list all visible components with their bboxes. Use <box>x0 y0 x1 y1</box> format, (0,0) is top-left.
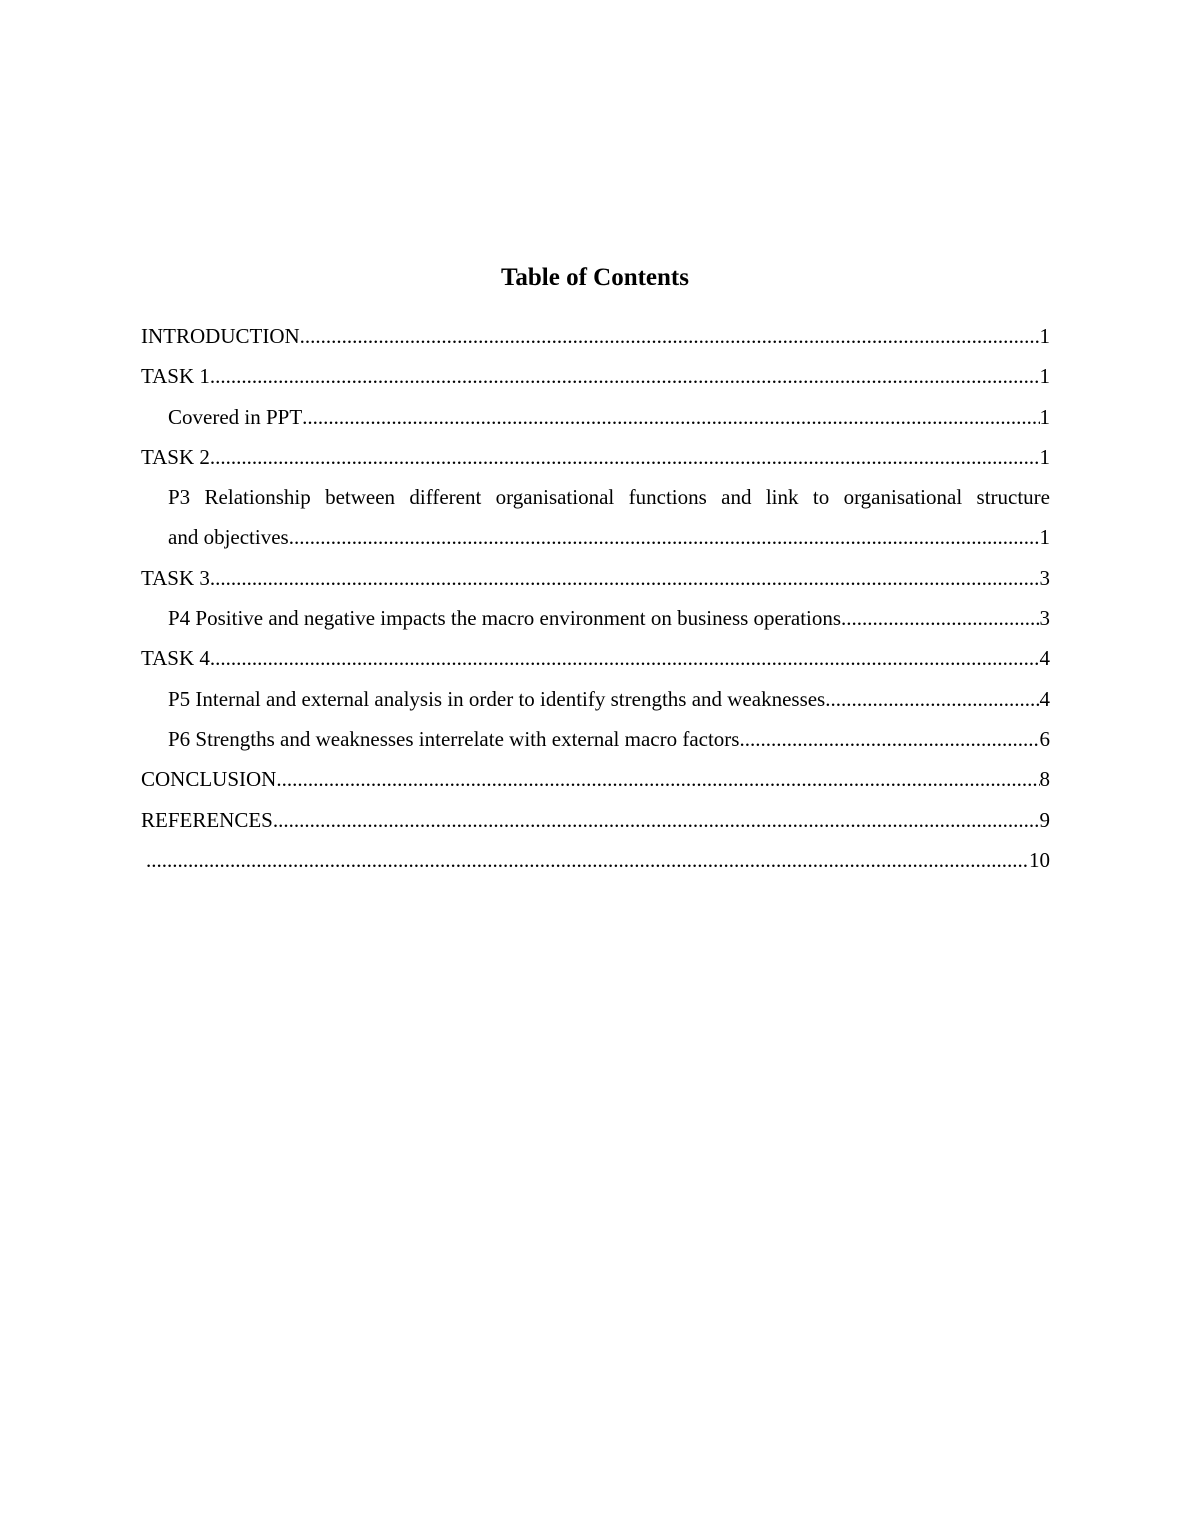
toc-entry-text: REFERENCES <box>141 807 273 832</box>
toc-entry-text: TASK 4 <box>141 646 210 671</box>
toc-entry-conclusion[interactable] <box>141 759 1050 799</box>
toc-entry-text: TASK 2 <box>141 444 210 469</box>
toc-page-number: 3 <box>1039 606 1050 631</box>
toc-page-number: 1 <box>1039 444 1050 469</box>
toc-dot-leader <box>841 598 1039 638</box>
toc-dot-leader <box>825 679 1039 719</box>
toc-entry-introduction[interactable] <box>141 316 1050 356</box>
toc-entry-text: P6 Strengths and weaknesses interrelate with external macro factors <box>168 726 740 751</box>
toc-entry-text: Covered in PPT <box>168 404 303 429</box>
toc-page-number: 1 <box>1039 404 1050 429</box>
toc-entry-text: INTRODUCTION <box>141 324 300 348</box>
toc-page-number: 10 <box>1029 847 1050 872</box>
toc-page-number: 1 <box>1039 525 1050 550</box>
toc-dot-leader <box>302 397 1039 437</box>
toc-entry-text: TASK 1 <box>141 364 210 389</box>
toc-entry-text: CONCLUSION <box>141 767 277 792</box>
toc-dot-leader <box>739 719 1039 759</box>
toc-entry-text: P5 Internal and external analysis in order to identify strengths and weaknesses <box>168 686 826 711</box>
toc-dot-leader <box>300 316 1040 356</box>
toc-entry-text: TASK 3 <box>141 565 210 590</box>
toc-dot-leader <box>146 840 1029 880</box>
toc-entry-text: P3 Relationship between different organisational functions and link to organisational structure <box>168 485 1050 510</box>
toc-page-number: 8 <box>1039 767 1050 792</box>
toc-dot-leader <box>289 517 1040 557</box>
toc-entry-p4[interactable] <box>168 598 1050 638</box>
toc-entry-p6[interactable] <box>168 719 1050 759</box>
toc-entry-task-1[interactable] <box>141 356 1050 396</box>
toc-page-number: 3 <box>1039 565 1050 590</box>
toc-dot-leader <box>276 759 1039 799</box>
toc-entry-text: P4 Positive and negative impacts the macro environment on business operations <box>168 606 842 631</box>
toc-dot-leader <box>210 558 1040 598</box>
toc-page-number: 1 <box>1039 324 1050 348</box>
toc-dot-leader <box>210 356 1040 396</box>
toc-page-number: 9 <box>1039 807 1050 832</box>
toc-page-number: 4 <box>1039 646 1050 671</box>
toc-page-number: 4 <box>1039 686 1050 711</box>
toc-dot-leader <box>210 638 1040 678</box>
toc-entry-task-2[interactable] <box>141 437 1050 477</box>
toc-title: Table of Contents <box>501 264 689 291</box>
toc-entry-untitled[interactable] <box>141 840 1050 880</box>
toc-entry-task-3[interactable] <box>141 558 1050 598</box>
toc-dot-leader <box>210 437 1040 477</box>
toc-entry-p5[interactable] <box>168 679 1050 719</box>
toc-list <box>141 316 1050 880</box>
toc-entry-text: and objectives <box>168 525 289 550</box>
toc-entry-task-4[interactable] <box>141 638 1050 678</box>
toc-entry-p3-line-2[interactable] <box>168 517 1050 557</box>
toc-entry-references[interactable] <box>141 800 1050 840</box>
toc-entry-covered-in-ppt[interactable] <box>168 397 1050 437</box>
toc-dot-leader <box>273 800 1040 840</box>
toc-page-number: 1 <box>1039 364 1050 389</box>
toc-page-number: 6 <box>1039 726 1050 751</box>
toc-entry-p3-line-1[interactable] <box>168 477 1050 517</box>
